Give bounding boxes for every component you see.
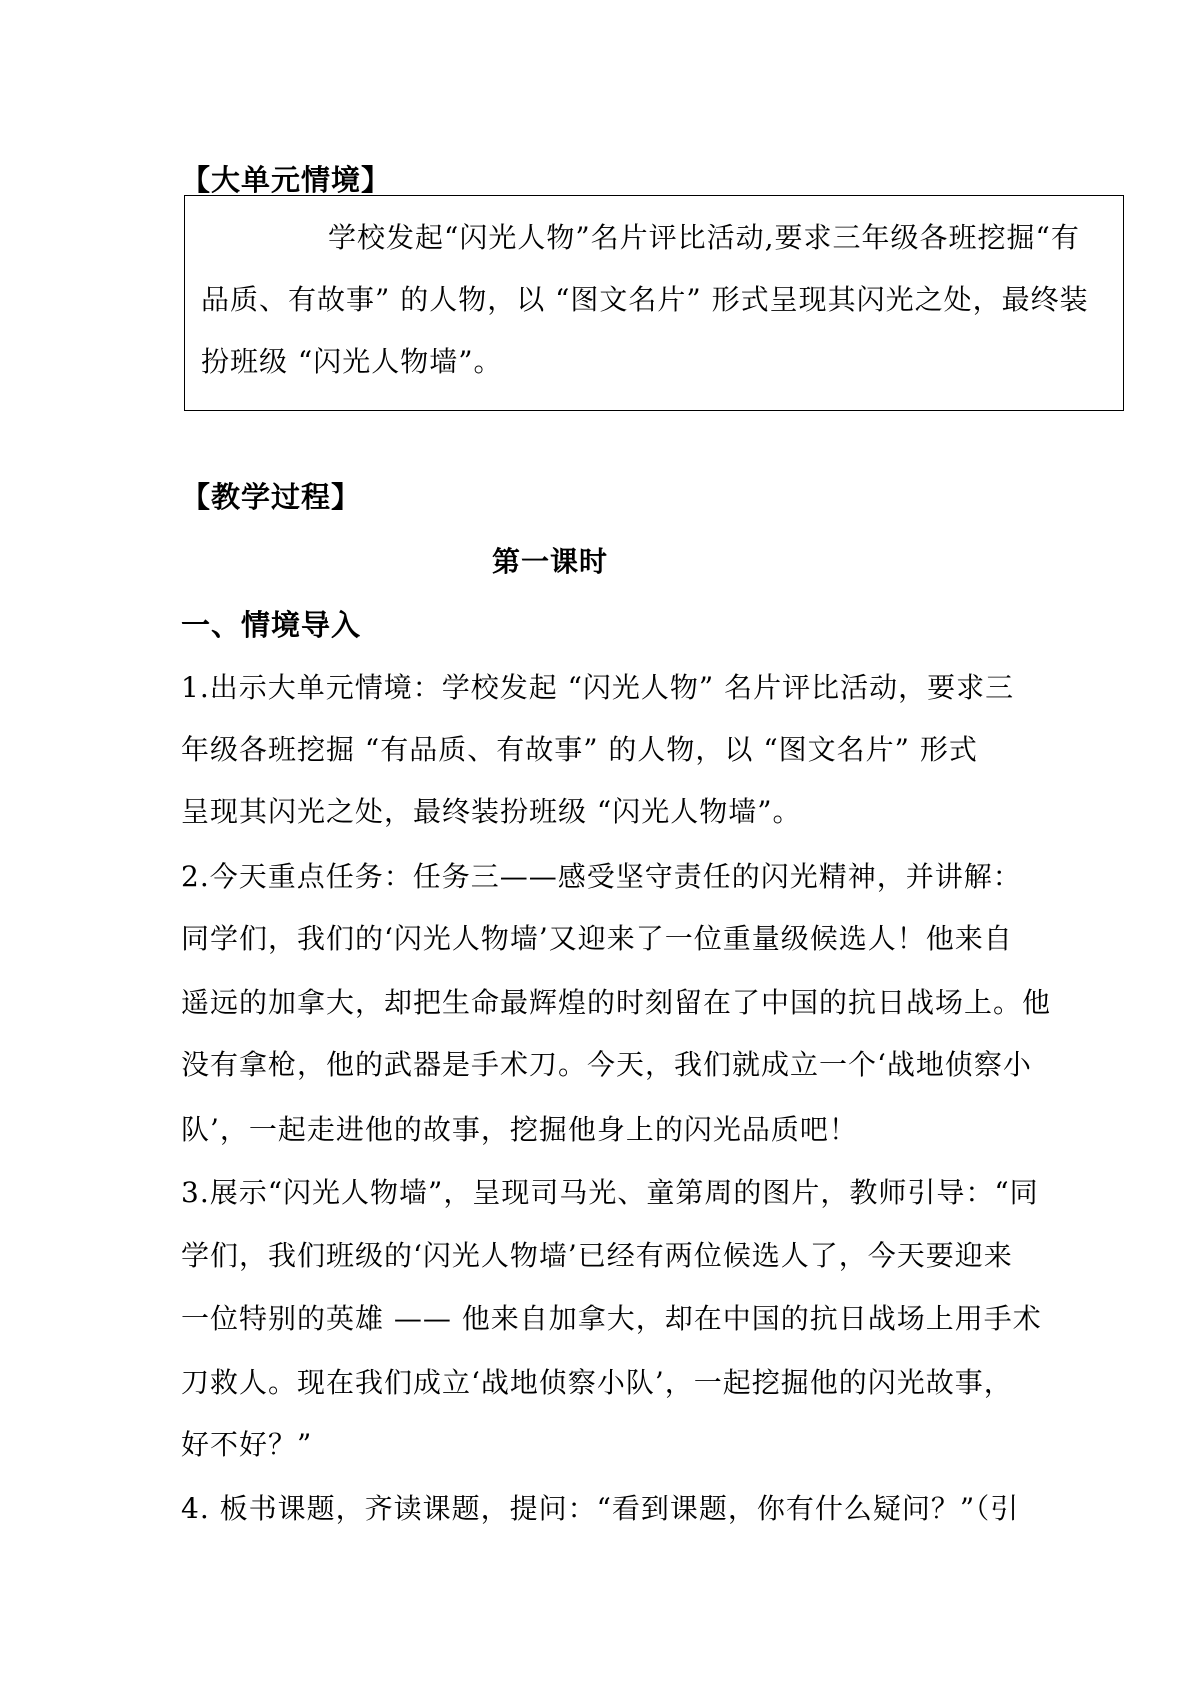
body-line: 好不好？” — [181, 1428, 313, 1461]
body-line: 一位特别的英雄 —— 他来自加拿大，却在中国的抗日战场上用手术 — [181, 1302, 1042, 1335]
unit-context-heading: 【大单元情境】 — [181, 163, 392, 197]
body-line: 学们，我们班级的‘闪光人物墙’已经有两位候选人了，今天要迎来 — [181, 1239, 1013, 1272]
section-subheading: 一、情境导入 — [181, 608, 362, 642]
body-line: 1.出示大单元情境：学校发起 “闪光人物” 名片评比活动，要求三 — [181, 671, 1015, 704]
body-line: 呈现其闪光之处，最终装扮班级 “闪光人物墙”。 — [181, 795, 802, 828]
body-line: 4. 板书课题，齐读课题，提问：“看到课题，你有什么疑问？”（引 — [181, 1492, 1020, 1525]
body-line: 2.今天重点任务：任务三——感受坚守责任的闪光精神，并讲解： — [181, 860, 1022, 893]
unit-context-line: 学校发起“闪光人物”名片评比活动,要求三年级各班挖掘“有 — [328, 221, 1080, 254]
unit-context-box — [184, 195, 1124, 411]
body-line: 同学们，我们的‘闪光人物墙’又迎来了一位重量级候选人！他来自 — [181, 922, 1013, 955]
body-line: 队’，一起走进他的故事，挖掘他身上的闪光品质吧！ — [181, 1113, 858, 1146]
lesson-title: 第一课时 — [491, 545, 608, 578]
body-line: 年级各班挖掘 “有品质、有故事” 的人物，以 “图文名片” 形式 — [181, 733, 978, 766]
teaching-process-heading: 【教学过程】 — [181, 480, 362, 514]
unit-context-line: 品质、有故事” 的人物，以 “图文名片” 形式呈现其闪光之处，最终装 — [201, 283, 1089, 316]
body-line: 没有拿枪，他的武器是手术刀。今天，我们就成立一个‘战地侦察小 — [181, 1048, 1032, 1081]
body-line: 遥远的加拿大，却把生命最辉煌的时刻留在了中国的抗日战场上。他 — [181, 986, 1052, 1019]
body-line: 刀救人。现在我们成立‘战地侦察小队’，一起挖掘他的闪光故事， — [181, 1366, 1013, 1399]
unit-context-line: 扮班级 “闪光人物墙”。 — [201, 345, 503, 378]
body-line: 3.展示“闪光人物墙”，呈现司马光、童第周的图片，教师引导：“同 — [181, 1176, 1039, 1209]
